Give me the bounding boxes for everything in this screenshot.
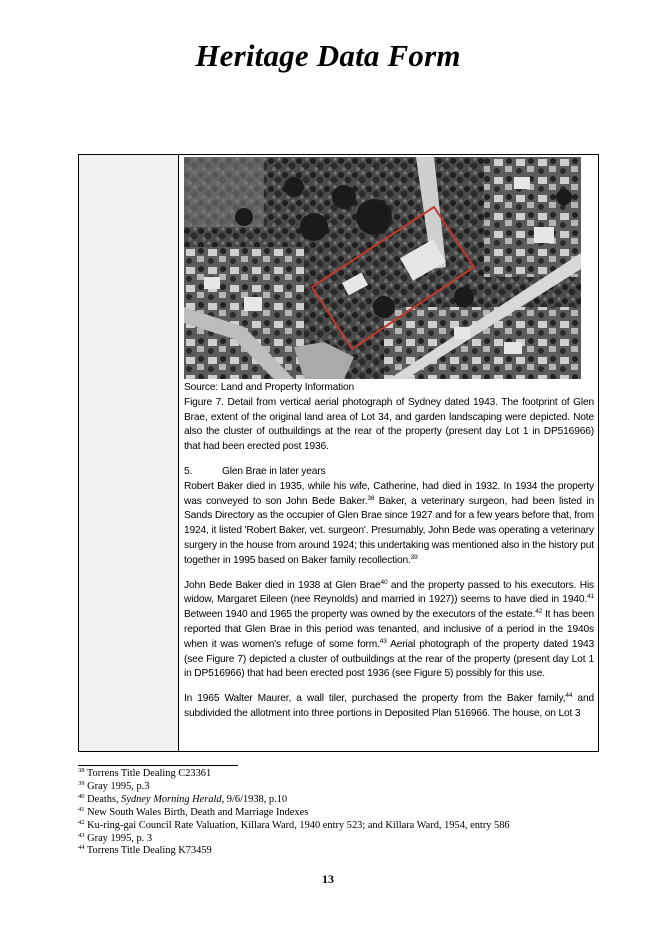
section-title: Glen Brae in later years — [222, 465, 326, 477]
footnote: $^{42}$ Ku-ring-gai Council Rate Valuation, Killara Ward, 1940 entry 523; and Killara Ward, 1954, entry 586 — [78, 818, 510, 831]
paragraph: John Bede Baker died in 1938 at Glen Brae$^{40}$ and the property passed to his executors. His widow, Margaret Eileen (nee Reynolds) and married in 1927)) seems to have died in 1940.41 Between 1940 and 1965 the property was owned by the executors of the estate.$^{42}$ It has been reported that Glen Brae in this period was tenanted, and inclusive of a period in the 1940s when it was women's refuge of some form.$^{43}$ Aerial photograph of the property dated 1943 (see Figure 7) depicted a cluster of outbuildings at the rear of the property (present day Lot 1 in DP516966) that had been erected post 1936 (see Figure 5) possibly for this use. — [184, 578, 594, 680]
aerial-photograph — [184, 157, 581, 379]
label-column — [79, 155, 179, 751]
footnotes — [78, 768, 598, 858]
heritage-form-table — [78, 154, 599, 752]
section-number: 5. — [184, 465, 193, 477]
content-column — [179, 155, 598, 751]
figure-caption: Figure 7. Detail from vertical aerial photograph of Sydney dated 1943. The footprint of Glen Brae, extent of the original land area of Lot 34, and garden landscaping were depicted. Note also the cluster of outbuildings at the rear of the property (present day Lot 1 in DP516966) that had been erected post 1936. — [184, 396, 594, 453]
figure-source: Source: Land and Property Information — [184, 382, 355, 393]
footnote-ref: 44 — [565, 692, 573, 700]
footnote: $^{39}$ Gray 1995, p.3 — [78, 779, 150, 792]
footnote: $^{43}$ Gray 1995, p. 3 — [78, 831, 153, 844]
footnote-ref: 38 — [367, 494, 375, 502]
footnote: $^{40}$ Deaths, Sydney Morning Herald, 9/6/1938, p.10 — [78, 792, 288, 805]
section-heading — [184, 465, 594, 480]
footnote-divider — [78, 765, 238, 766]
footnote-ref: 39 — [410, 553, 418, 561]
document-body — [184, 381, 594, 722]
page-title: Heritage Data Form — [195, 38, 461, 73]
footnote-ref: 43 — [379, 637, 387, 645]
footnote-ref: 42 — [535, 608, 543, 616]
paragraph: Robert Baker died in 1935, while his wife, Catherine, had died in 1932. In 1934 the property was conveyed to son John Bede Baker.$^{38}$ Baker, a veterinary surgeon, had been listed in Sands Directory as the occupier of Glen Brae since 1927 and for a few years before that, from 1924, it listed 'Robert Baker, vet. surgeon'. Presumably, John Bede was operating a veterinary surgery in the house from around 1924; this undertaking was mentioned also in the history put together in 1995 based on Baker family recollection.$^{39}$ — [184, 480, 594, 566]
footnote: $^{41}$ New South Wales Birth, Death and Marriage Indexes — [78, 805, 309, 818]
footnote: $^{38}$ Torrens Title Dealing C23361 — [78, 767, 212, 779]
paragraph: In 1965 Walter Maurer, a wall tiler, purchased the property from the Baker family,$^{44}$ and subdivided the allotment into three portions in Deposited Plan 516966. The house, on Lot 3 — [184, 692, 594, 719]
footnote-ref: 40 — [380, 578, 388, 586]
footnote-ref: 41 — [587, 593, 594, 601]
page-number: 13 — [322, 872, 334, 886]
footnote: $^{44}$ Torrens Title Dealing K73459 — [78, 844, 212, 857]
